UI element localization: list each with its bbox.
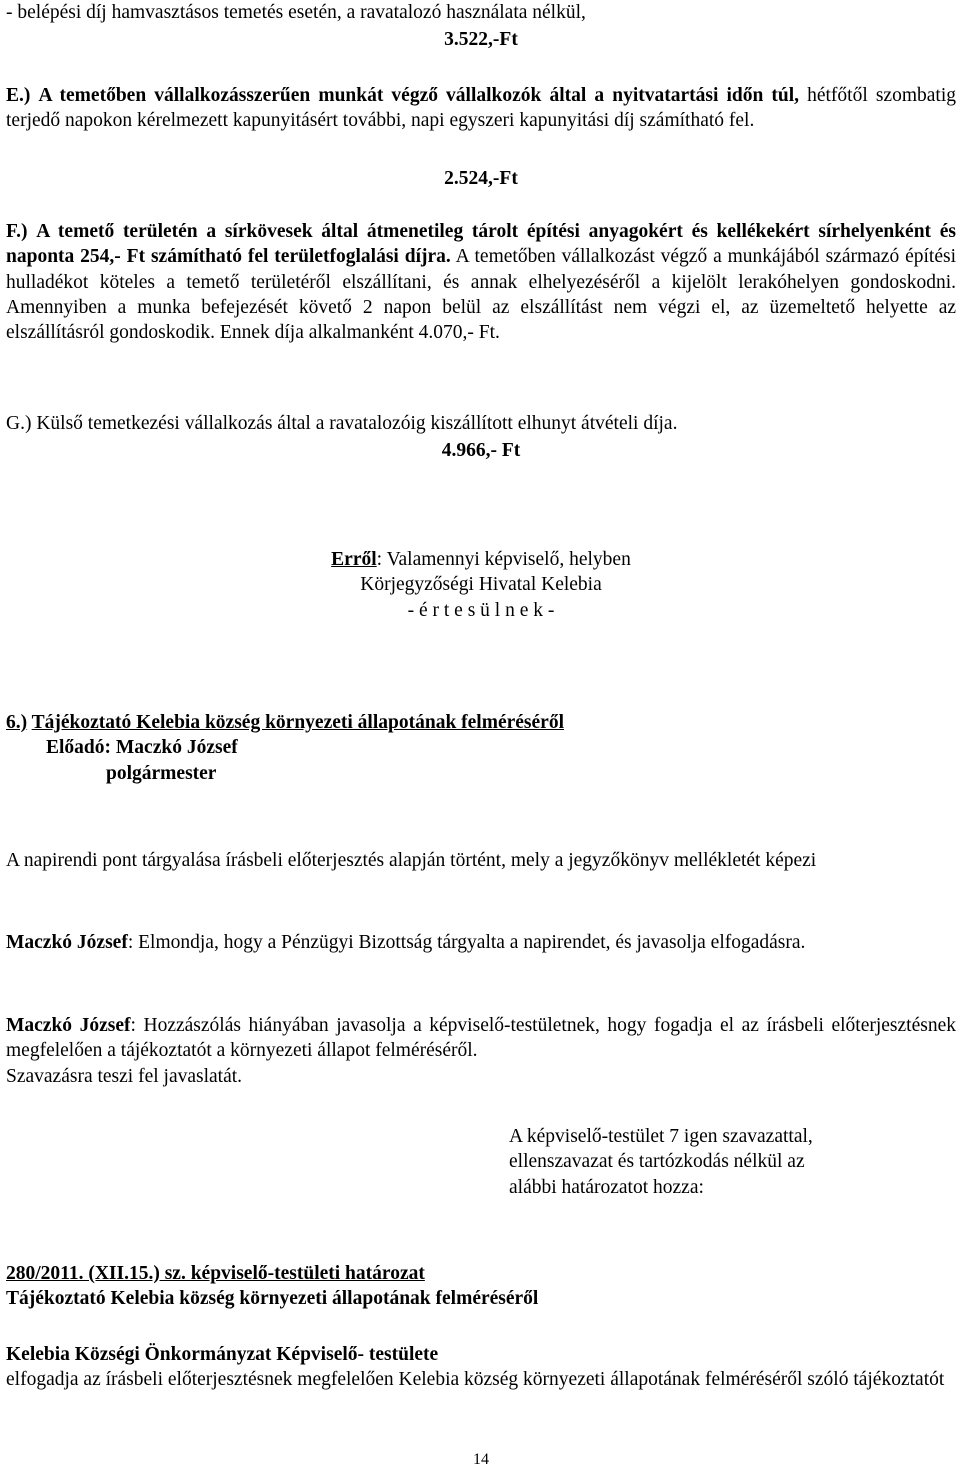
agenda-role: polgármester: [106, 762, 217, 784]
statement-text: : Hozzászólás hiányában javasolja a képviselő-testületnek, hogy fogadja el az írásbeli előterjesztésnek megfelelően a tájékoztatót a környezeti állapot felméréséről.: [6, 1015, 956, 1062]
section-e-text-bold: A temetőben vállalkozásszerűen munkát végző vállalkozók által a nyitvatartási időn túl,: [38, 85, 800, 106]
statement-text: : Elmondja, hogy a Pénzügyi Bizottság tárgyalta a napirendet, és javasolja elfogadásra.: [127, 932, 806, 953]
agenda-title: Tájékoztató Kelebia község környezeti állapotának felméréséről: [31, 712, 565, 733]
paragraph-statement-2: [6, 1013, 956, 1089]
fee-amount-cremation: 3.522,-Ft: [444, 29, 518, 50]
resolution-body-heading: Kelebia Községi Önkormányzat Képviselő- testülete: [6, 1344, 439, 1365]
section-e: [6, 83, 956, 134]
vote-result: [509, 1124, 956, 1200]
notification-block: [6, 547, 956, 623]
resolution-title: Tájékoztató Kelebia község környezeti állapotának felméréséről: [6, 1288, 539, 1310]
section-e-text: hétfőtől szombatig terjedő napokon kérelmezett kapunyitásért további, napi egyszeri kapunyitási díj számítható fel.: [6, 85, 956, 132]
section-g-amount: 4.966,- Ft: [441, 440, 521, 461]
vote-line-1: A képviselő-testület 7 igen szavazattal,: [509, 1126, 813, 1147]
resolution-body-text: elfogadja az írásbeli előterjesztésnek megfelelően Kelebia község környezeti állapotának felméréséről szóló tájékoztatót: [6, 1369, 945, 1391]
agenda-item-6: [6, 710, 956, 786]
agenda-presenter: Előadó: Maczkó József: [46, 737, 238, 759]
section-f-text: A temetőben vállalkozást végző a munkájából származó építési hulladékot köteles a temető területéről elszállítani, és annak elhelyezéséről a kijelölt lerakóhelyen gondoskodni. Amennyiben a munka befejezését követő 2 napon belül az elszállítást nem végzi el, az üzemeltető helyette az elszállításról gondoskodik. Ennek díja alkalmanként 4.070,- Ft.: [6, 246, 956, 344]
speaker-name: Maczkó József: [6, 932, 128, 953]
resolution-block: [6, 1261, 956, 1312]
resolution-body: [6, 1342, 956, 1393]
vote-line-2: ellenszavazat és tartózkodás nélkül az: [509, 1151, 805, 1173]
paragraph-proposal: A napirendi pont tárgyalása írásbeli előterjesztés alapján történt, mely a jegyzőkönyv mellékletét képezi: [6, 850, 817, 871]
section-f-text-bold: A temető területén a sírkövesek által átmenetileg tárolt építési anyagokért és kellékekért sírhelyenként és naponta 254,- Ft számítható fel területfoglalási díjra.: [6, 221, 956, 268]
vote-line-3: alábbi határozatot hozza:: [509, 1176, 704, 1198]
notify-recipients: : Valamennyi képviselő, helyben: [376, 549, 631, 570]
section-g-letter: G.): [6, 413, 32, 434]
agenda-title-line: [6, 710, 956, 735]
statement-vote-call: Szavazásra teszi fel javaslatát.: [6, 1065, 243, 1087]
resolution-number: 280/2011. (XII.15.) sz. képviselő-testületi határozat: [6, 1263, 425, 1284]
notify-line-1: [6, 547, 956, 572]
document-page: [6, 0, 956, 1470]
section-e-letter: E.): [6, 85, 31, 106]
agenda-number: 6.): [6, 712, 28, 733]
section-g: [6, 411, 956, 436]
notify-label: Erről: [331, 549, 377, 570]
section-f-letter: F.): [6, 221, 28, 242]
notify-line-2: Körjegyzőségi Hivatal Kelebia: [360, 574, 602, 596]
speaker-name: Maczkó József: [6, 1015, 131, 1036]
notify-line-3: - é r t e s ü l n e k -: [407, 599, 555, 621]
section-e-amount: 2.524,-Ft: [444, 168, 518, 189]
page-number: 14: [473, 1451, 489, 1468]
section-g-text: Külső temetkezési vállalkozás által a ravatalozóig kiszállított elhunyt átvételi díja.: [36, 413, 678, 434]
section-f: [6, 219, 956, 346]
fee-line-cremation: - belépési díj hamvasztásos temetés esetén, a ravatalozó használata nélkül,: [6, 2, 586, 23]
paragraph-statement-1: [6, 930, 956, 955]
